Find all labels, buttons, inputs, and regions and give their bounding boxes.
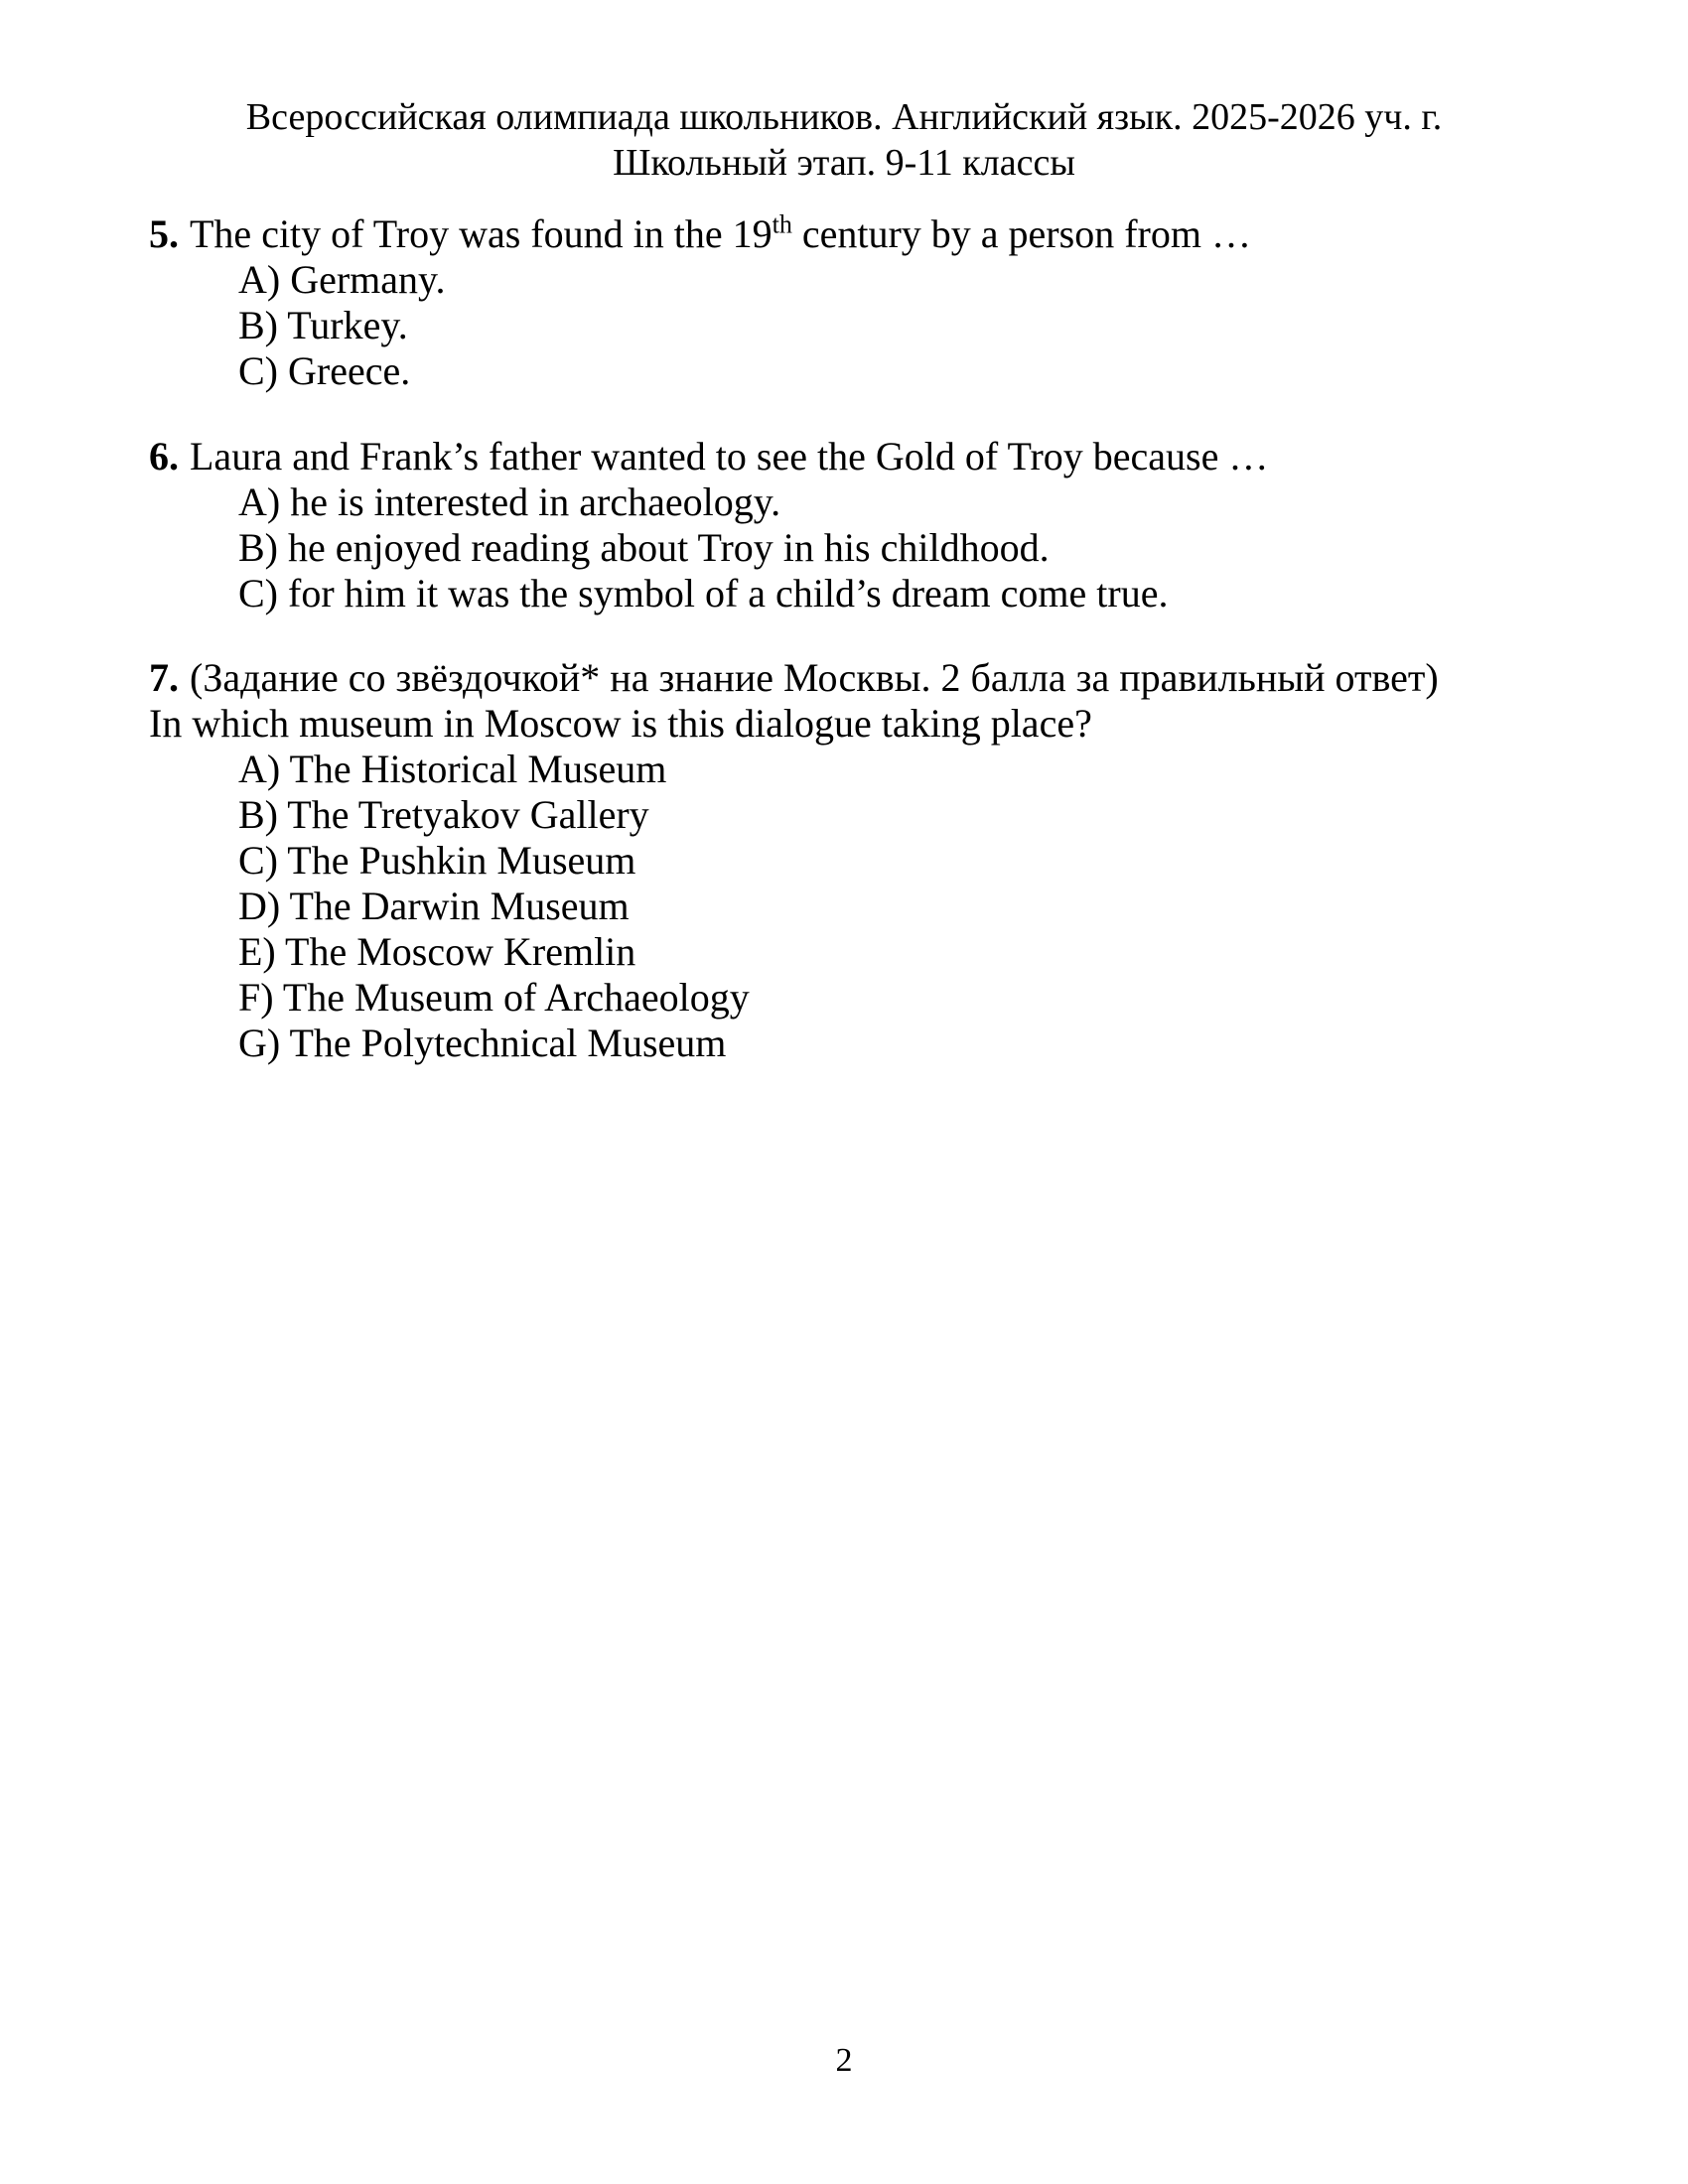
option-b: B) The Tretyakov Gallery: [238, 792, 649, 837]
question-5-stem-text: The city of Troy was found in the 19: [190, 211, 773, 256]
question-6-stem: [149, 434, 1539, 479]
question-6-options: [149, 479, 1539, 616]
question-5-stem-tail: century by a person from …: [791, 211, 1251, 256]
option-b: B) he enjoyed reading about Troy in his childhood.: [238, 525, 1050, 570]
question-7: [149, 655, 1539, 1066]
option-f: F) The Museum of Archaeology: [238, 975, 750, 1020]
document-header: [149, 94, 1539, 186]
option-b: B) Turkey.: [238, 303, 408, 347]
question-5-stem: [149, 211, 1539, 257]
document-content: [149, 94, 1539, 1066]
question-5-options: [149, 257, 1539, 394]
question-6-number: 6.: [149, 434, 179, 478]
question-5: [149, 211, 1539, 394]
option-c: C) Greece.: [238, 348, 411, 393]
option-e: E) The Moscow Kremlin: [238, 929, 636, 974]
question-5-number: 5.: [149, 211, 179, 256]
question-7-stem-text: (Задание со звёздочкой* на знание Москвы. 2 балла за правильный ответ): [190, 655, 1439, 700]
header-line-2: Школьный этап. 9-11 классы: [613, 142, 1075, 184]
question-7-number: 7.: [149, 655, 179, 700]
option-a: A) Germany.: [238, 257, 446, 302]
option-a: A) The Historical Museum: [238, 747, 667, 791]
question-7-options: [149, 747, 1539, 1066]
question-7-stem-line2: In which museum in Moscow is this dialogue taking place?: [149, 701, 1092, 746]
option-a: A) he is interested in archaeology.: [238, 479, 781, 524]
header-line-1: Всероссийская олимпиада школьников. Английский язык. 2025-2026 уч. г.: [245, 96, 1443, 138]
ordinal-superscript: th: [772, 209, 792, 239]
option-c: C) for him it was the symbol of a child’s dream come true.: [238, 571, 1169, 615]
question-7-stem: [149, 655, 1539, 701]
page-number: 2: [835, 2042, 853, 2079]
option-d: D) The Darwin Museum: [238, 884, 630, 928]
question-6: [149, 434, 1539, 616]
option-g: G) The Polytechnical Museum: [238, 1021, 727, 1065]
option-c: C) The Pushkin Museum: [238, 838, 636, 883]
question-6-stem-text: Laura and Frank’s father wanted to see the Gold of Troy because …: [190, 434, 1269, 478]
